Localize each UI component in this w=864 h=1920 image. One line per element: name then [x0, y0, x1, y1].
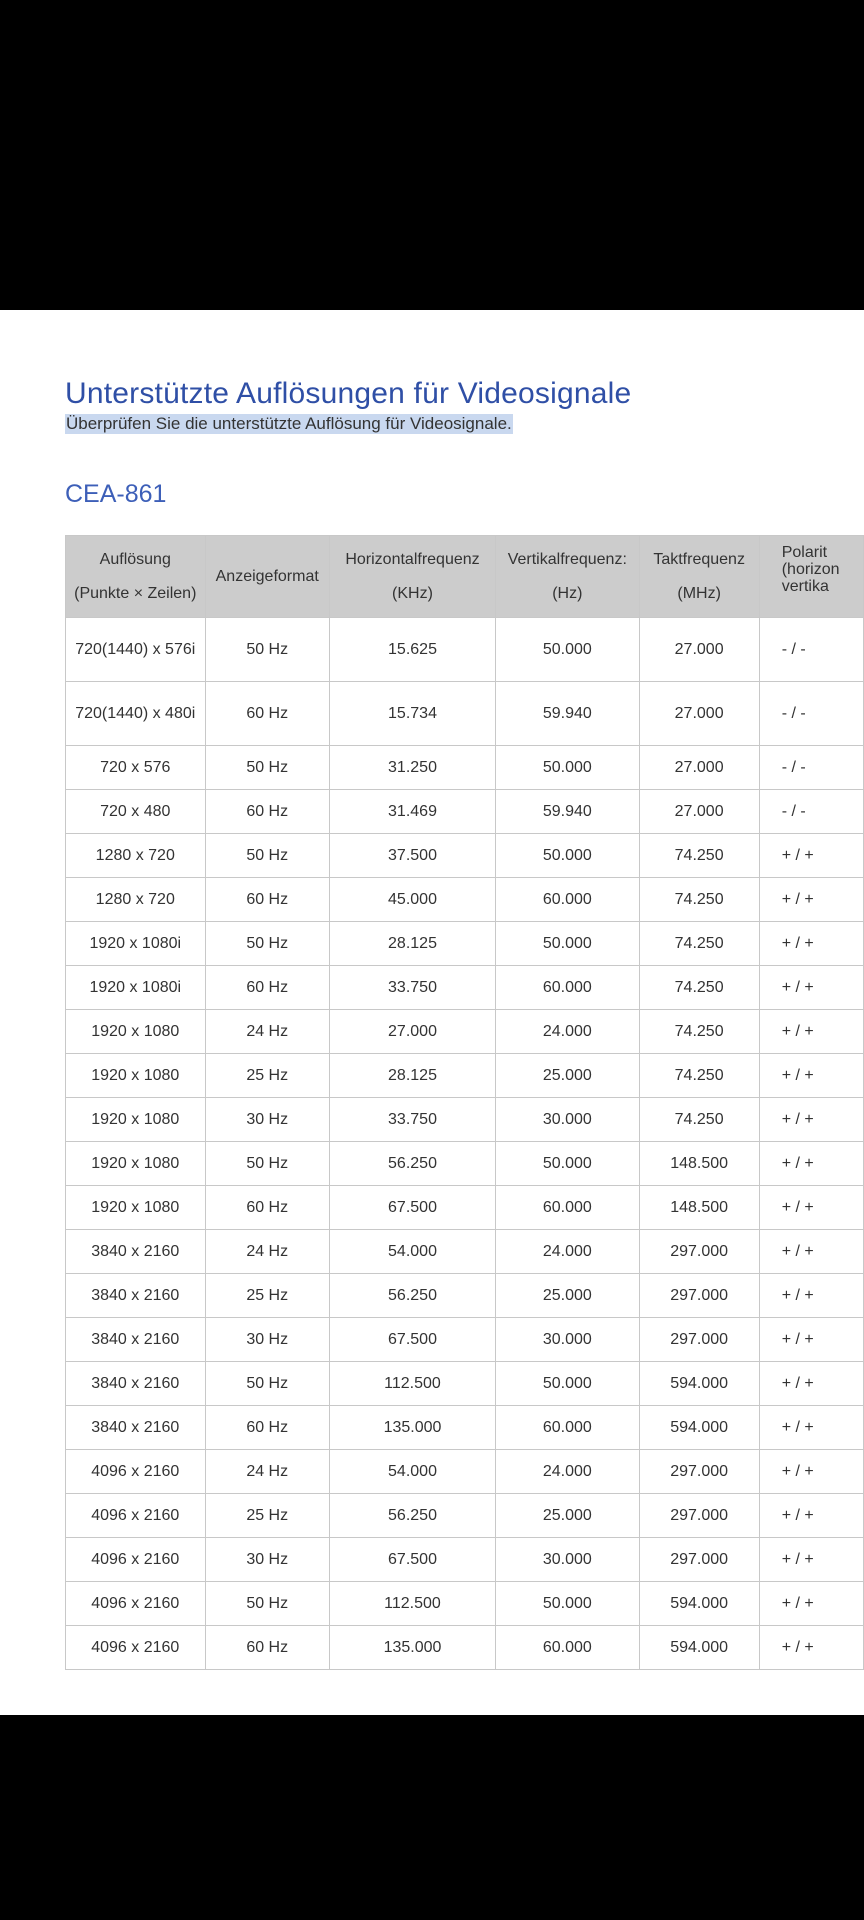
hfreq-cell: 67.500: [329, 1318, 495, 1362]
format-cell: 50 Hz: [205, 618, 329, 682]
polarity-cell: + / +: [759, 1318, 863, 1362]
header-anzeigeformat-line1: Anzeigeformat: [215, 567, 319, 585]
resolution-cell: 1920 x 1080i: [66, 922, 206, 966]
table-row: [66, 1010, 864, 1054]
polarity-cell: + / +: [759, 1142, 863, 1186]
vfreq-cell: 50.000: [496, 834, 639, 878]
polarity-cell: + / +: [759, 1098, 863, 1142]
clock-cell: 27.000: [639, 682, 759, 746]
vfreq-cell: 60.000: [496, 966, 639, 1010]
format-cell: 25 Hz: [205, 1274, 329, 1318]
page-title: Unterstützte Auflösungen für Videosignale: [65, 377, 632, 410]
vfreq-cell: 50.000: [496, 922, 639, 966]
table-row: [66, 1450, 864, 1494]
clock-cell: 594.000: [639, 1582, 759, 1626]
vfreq-cell: 50.000: [496, 618, 639, 682]
clock-cell: 594.000: [639, 1626, 759, 1670]
header-aufloesung: [66, 536, 206, 618]
clock-cell: 27.000: [639, 790, 759, 834]
polarity-cell: + / +: [759, 1274, 863, 1318]
polarity-cell: + / +: [759, 1582, 863, 1626]
resolution-table: [65, 535, 864, 1670]
polarity-cell: - / -: [759, 682, 863, 746]
format-cell: 30 Hz: [205, 1538, 329, 1582]
header-taktfrequenz-line2: (MHz): [677, 584, 721, 602]
table-row: [66, 878, 864, 922]
vfreq-cell: 25.000: [496, 1274, 639, 1318]
resolution-cell: 1920 x 1080: [66, 1186, 206, 1230]
table-row: [66, 1186, 864, 1230]
table-row: [66, 1274, 864, 1318]
table-row: [66, 746, 864, 790]
polarity-cell: + / +: [759, 1010, 863, 1054]
polarity-cell: - / -: [759, 790, 863, 834]
header-vertikalfrequenz: [496, 536, 639, 618]
hfreq-cell: 28.125: [329, 922, 495, 966]
clock-cell: 297.000: [639, 1274, 759, 1318]
hfreq-cell: 27.000: [329, 1010, 495, 1054]
format-cell: 50 Hz: [205, 1362, 329, 1406]
header-horizontalfrequenz: [329, 536, 495, 618]
format-cell: 24 Hz: [205, 1450, 329, 1494]
vfreq-cell: 24.000: [496, 1450, 639, 1494]
polarity-cell: + / +: [759, 878, 863, 922]
format-cell: 60 Hz: [205, 1406, 329, 1450]
format-cell: 60 Hz: [205, 1186, 329, 1230]
clock-cell: 27.000: [639, 618, 759, 682]
resolution-cell: 4096 x 2160: [66, 1582, 206, 1626]
clock-cell: 74.250: [639, 1098, 759, 1142]
table-header-row: [66, 536, 864, 618]
vfreq-cell: 25.000: [496, 1054, 639, 1098]
clock-cell: 74.250: [639, 878, 759, 922]
vfreq-cell: 50.000: [496, 1362, 639, 1406]
polarity-cell: + / +: [759, 922, 863, 966]
resolution-cell: 1920 x 1080: [66, 1054, 206, 1098]
format-cell: 50 Hz: [205, 834, 329, 878]
header-taktfrequenz: [639, 536, 759, 618]
format-cell: 60 Hz: [205, 790, 329, 834]
vfreq-cell: 59.940: [496, 790, 639, 834]
table-row: [66, 1054, 864, 1098]
hfreq-cell: 15.734: [329, 682, 495, 746]
header-vertikalfrequenz-line1: Vertikalfrequenz:: [507, 550, 627, 568]
clock-cell: 148.500: [639, 1186, 759, 1230]
vfreq-cell: 50.000: [496, 746, 639, 790]
resolution-cell: 3840 x 2160: [66, 1318, 206, 1362]
format-cell: 50 Hz: [205, 746, 329, 790]
clock-cell: 74.250: [639, 1010, 759, 1054]
format-cell: 60 Hz: [205, 682, 329, 746]
header-taktfrequenz-line1: Taktfrequenz: [653, 550, 745, 568]
format-cell: 60 Hz: [205, 1626, 329, 1670]
vfreq-cell: 60.000: [496, 1186, 639, 1230]
polarity-cell: + / +: [759, 834, 863, 878]
polarity-cell: + / +: [759, 1186, 863, 1230]
format-cell: 60 Hz: [205, 878, 329, 922]
resolution-cell: 720 x 576: [66, 746, 206, 790]
header-horizontalfrequenz-line1: Horizontalfrequenz: [345, 550, 480, 568]
hfreq-cell: 15.625: [329, 618, 495, 682]
format-cell: 24 Hz: [205, 1230, 329, 1274]
polarity-cell: + / +: [759, 1450, 863, 1494]
clock-cell: 74.250: [639, 966, 759, 1010]
header-polaritaet-line2: (horizon: [781, 561, 840, 578]
table-row: [66, 1098, 864, 1142]
table-row: [66, 1230, 864, 1274]
clock-cell: 74.250: [639, 922, 759, 966]
format-cell: 30 Hz: [205, 1318, 329, 1362]
format-cell: 25 Hz: [205, 1494, 329, 1538]
vfreq-cell: 50.000: [496, 1142, 639, 1186]
hfreq-cell: 67.500: [329, 1538, 495, 1582]
resolution-cell: 1920 x 1080: [66, 1142, 206, 1186]
polarity-cell: + / +: [759, 1362, 863, 1406]
clock-cell: 594.000: [639, 1362, 759, 1406]
table-row: [66, 922, 864, 966]
resolution-cell: 3840 x 2160: [66, 1230, 206, 1274]
format-cell: 24 Hz: [205, 1010, 329, 1054]
resolution-cell: 3840 x 2160: [66, 1406, 206, 1450]
hfreq-cell: 67.500: [329, 1186, 495, 1230]
resolution-cell: 1920 x 1080i: [66, 966, 206, 1010]
resolution-cell: 3840 x 2160: [66, 1362, 206, 1406]
clock-cell: 594.000: [639, 1406, 759, 1450]
resolution-cell: 720 x 480: [66, 790, 206, 834]
table-row: [66, 1406, 864, 1450]
vfreq-cell: 30.000: [496, 1318, 639, 1362]
polarity-cell: + / +: [759, 1054, 863, 1098]
polarity-cell: + / +: [759, 966, 863, 1010]
vfreq-cell: 59.940: [496, 682, 639, 746]
polarity-cell: + / +: [759, 1406, 863, 1450]
header-polaritaet-line1: Polarit: [781, 544, 828, 561]
header-horizontalfrequenz-line2: (KHz): [392, 584, 433, 602]
section-heading: CEA-861: [65, 480, 167, 508]
resolution-cell: 4096 x 2160: [66, 1494, 206, 1538]
format-cell: 30 Hz: [205, 1098, 329, 1142]
clock-cell: 297.000: [639, 1450, 759, 1494]
hfreq-cell: 56.250: [329, 1142, 495, 1186]
hfreq-cell: 33.750: [329, 966, 495, 1010]
resolution-cell: 1280 x 720: [66, 834, 206, 878]
table-row: [66, 1626, 864, 1670]
vfreq-cell: 24.000: [496, 1010, 639, 1054]
format-cell: 60 Hz: [205, 966, 329, 1010]
hfreq-cell: 45.000: [329, 878, 495, 922]
resolution-cell: 1920 x 1080: [66, 1010, 206, 1054]
clock-cell: 74.250: [639, 1054, 759, 1098]
format-cell: 50 Hz: [205, 1582, 329, 1626]
table-row: [66, 618, 864, 682]
hfreq-cell: 33.750: [329, 1098, 495, 1142]
resolution-cell: 1280 x 720: [66, 878, 206, 922]
polarity-cell: + / +: [759, 1494, 863, 1538]
table-body: [66, 618, 864, 1670]
header-polaritaet: [759, 536, 863, 618]
table-row: [66, 1494, 864, 1538]
table-row: [66, 1582, 864, 1626]
resolution-cell: 4096 x 2160: [66, 1450, 206, 1494]
vfreq-cell: 30.000: [496, 1538, 639, 1582]
table-row: [66, 834, 864, 878]
clock-cell: 148.500: [639, 1142, 759, 1186]
hfreq-cell: 28.125: [329, 1054, 495, 1098]
table-row: [66, 1142, 864, 1186]
hfreq-cell: 112.500: [329, 1362, 495, 1406]
vfreq-cell: 24.000: [496, 1230, 639, 1274]
vfreq-cell: 60.000: [496, 1406, 639, 1450]
table-row: [66, 790, 864, 834]
hfreq-cell: 54.000: [329, 1450, 495, 1494]
header-polaritaet-line3: vertika: [781, 578, 829, 595]
hfreq-cell: 54.000: [329, 1230, 495, 1274]
hfreq-cell: 135.000: [329, 1626, 495, 1670]
hfreq-cell: 56.250: [329, 1274, 495, 1318]
resolution-cell: 720(1440) x 480i: [66, 682, 206, 746]
clock-cell: 297.000: [639, 1538, 759, 1582]
table-row: [66, 1362, 864, 1406]
format-cell: 50 Hz: [205, 1142, 329, 1186]
table-row: [66, 1318, 864, 1362]
format-cell: 50 Hz: [205, 922, 329, 966]
polarity-cell: - / -: [759, 618, 863, 682]
page-subtitle-selected[interactable]: Überprüfen Sie die unterstützte Auflösung für Videosignale.: [66, 414, 512, 433]
clock-cell: 297.000: [639, 1318, 759, 1362]
resolution-cell: 720(1440) x 576i: [66, 618, 206, 682]
header-anzeigeformat: [205, 536, 329, 618]
clock-cell: 297.000: [639, 1230, 759, 1274]
vfreq-cell: 25.000: [496, 1494, 639, 1538]
resolution-cell: 4096 x 2160: [66, 1538, 206, 1582]
resolution-cell: 4096 x 2160: [66, 1626, 206, 1670]
document-page: [0, 310, 864, 1715]
hfreq-cell: 31.250: [329, 746, 495, 790]
polarity-cell: + / +: [759, 1538, 863, 1582]
resolution-cell: 3840 x 2160: [66, 1274, 206, 1318]
format-cell: 25 Hz: [205, 1054, 329, 1098]
vfreq-cell: 30.000: [496, 1098, 639, 1142]
vfreq-cell: 50.000: [496, 1582, 639, 1626]
hfreq-cell: 31.469: [329, 790, 495, 834]
polarity-cell: + / +: [759, 1626, 863, 1670]
resolution-cell: 1920 x 1080: [66, 1098, 206, 1142]
header-aufloesung-line2: (Punkte × Zeilen): [74, 584, 197, 602]
polarity-cell: - / -: [759, 746, 863, 790]
hfreq-cell: 135.000: [329, 1406, 495, 1450]
vfreq-cell: 60.000: [496, 1626, 639, 1670]
header-vertikalfrequenz-line2: (Hz): [552, 584, 583, 602]
table-row: [66, 966, 864, 1010]
clock-cell: 297.000: [639, 1494, 759, 1538]
clock-cell: 74.250: [639, 834, 759, 878]
clock-cell: 27.000: [639, 746, 759, 790]
hfreq-cell: 56.250: [329, 1494, 495, 1538]
table-row: [66, 682, 864, 746]
hfreq-cell: 37.500: [329, 834, 495, 878]
header-aufloesung-line1: Auflösung: [99, 550, 171, 568]
table-row: [66, 1538, 864, 1582]
polarity-cell: + / +: [759, 1230, 863, 1274]
hfreq-cell: 112.500: [329, 1582, 495, 1626]
vfreq-cell: 60.000: [496, 878, 639, 922]
